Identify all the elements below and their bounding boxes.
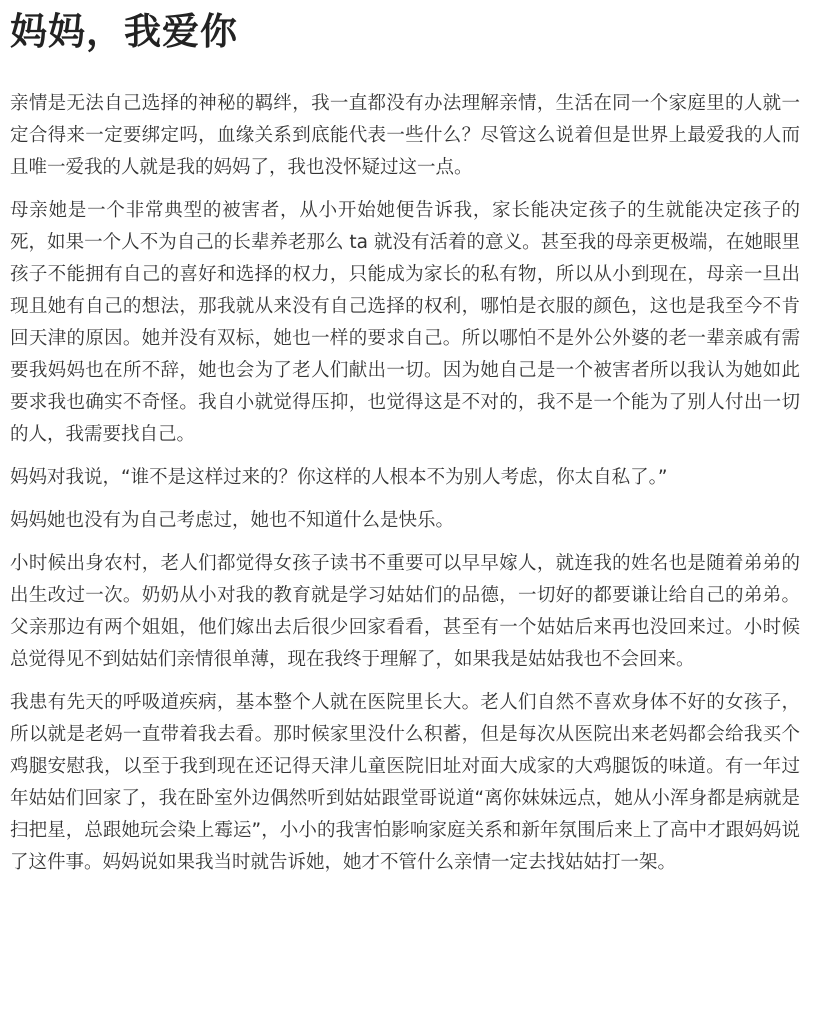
paragraph-mother-quote: 妈妈对我说，“谁不是这样过来的？你这样的人根本不为别人考虑，你太自私了。” <box>10 467 668 488</box>
article-body <box>10 88 800 890</box>
paragraph-family-bond: 亲情是无法自己选择的神秘的羁绊，我一直都没有办法理解亲情，生活在同一个家庭里的人就一定合得来一定要绑定吗，血缘关系到底能代表一些什么？尽管这么说着但是世界上最爱我的人而且唯一爱我的人就是我的妈妈了，我也没怀疑过这一点。 <box>10 93 800 178</box>
paragraph-mother-victim: 母亲她是一个非常典型的被害者，从小开始她便告诉我，家长能决定孩子的生就能决定孩子的死，如果一个人不为自己的长辈养老那么 ta 就没有活着的意义。甚至我的母亲更极端，在她眼里孩子不能拥有自己的喜好和选择的权力，只能成为家长的私有物，所以从小到现在，母亲一旦出现且她有自己的想法，那我就从来没有自己选择的权利，哪怕是衣服的颜色，这也是我至今不肯回天津的原因。她并没有双标，她也一样的要求自己。所以哪怕不是外公外婆的老一辈亲戚有需要我妈妈也在所不辞，她也会为了老人们献出一切。因为她自己是一个被害者所以我认为她如此要求我也确实不奇怪。我自小就觉得压抑，也觉得这是不对的，我不是一个能为了别人付出一切的人，我需要找自己。 <box>10 200 800 445</box>
paragraph-mother-happiness: 妈妈她也没有为自己考虑过，她也不知道什么是快乐。 <box>10 510 455 531</box>
article-title: 妈妈，我爱你 <box>10 10 238 53</box>
paragraph-childhood-village: 小时候出身农村，老人们都觉得女孩子读书不重要可以早早嫁人，就连我的姓名也是随着弟弟的出生改过一次。奶奶从小对我的教育就是学习姑姑们的品德，一切好的都要谦让给自己的弟弟。父亲那边有两个姐姐，他们嫁出去后很少回家看看，甚至有一个姑姑后来再也没回来过。小时候总觉得见不到姑姑们亲情很单薄，现在我终于理解了，如果我是姑姑我也不会回来。 <box>10 553 800 670</box>
paragraph-hospital-memory: 我患有先天的呼吸道疾病，基本整个人就在医院里长大。老人们自然不喜欢身体不好的女孩子，所以就是老妈一直带着我去看。那时候家里没什么积蓄，但是每次从医院出来老妈都会给我买个鸡腿安慰我，以至于我到现在还记得天津儿童医院旧址对面大成家的大鸡腿饭的味道。有一年过年姑姑们回家了，我在卧室外边偶然听到姑姑跟堂哥说道“离你妹妹远点，她从小浑身都是病就是扫把星，总跟她玩会染上霉运”，小小的我害怕影响家庭关系和新年氛围后来上了高中才跟妈妈说了这件事。妈妈说如果我当时就告诉她，她才不管什么亲情一定去找姑姑打一架。 <box>10 692 800 873</box>
